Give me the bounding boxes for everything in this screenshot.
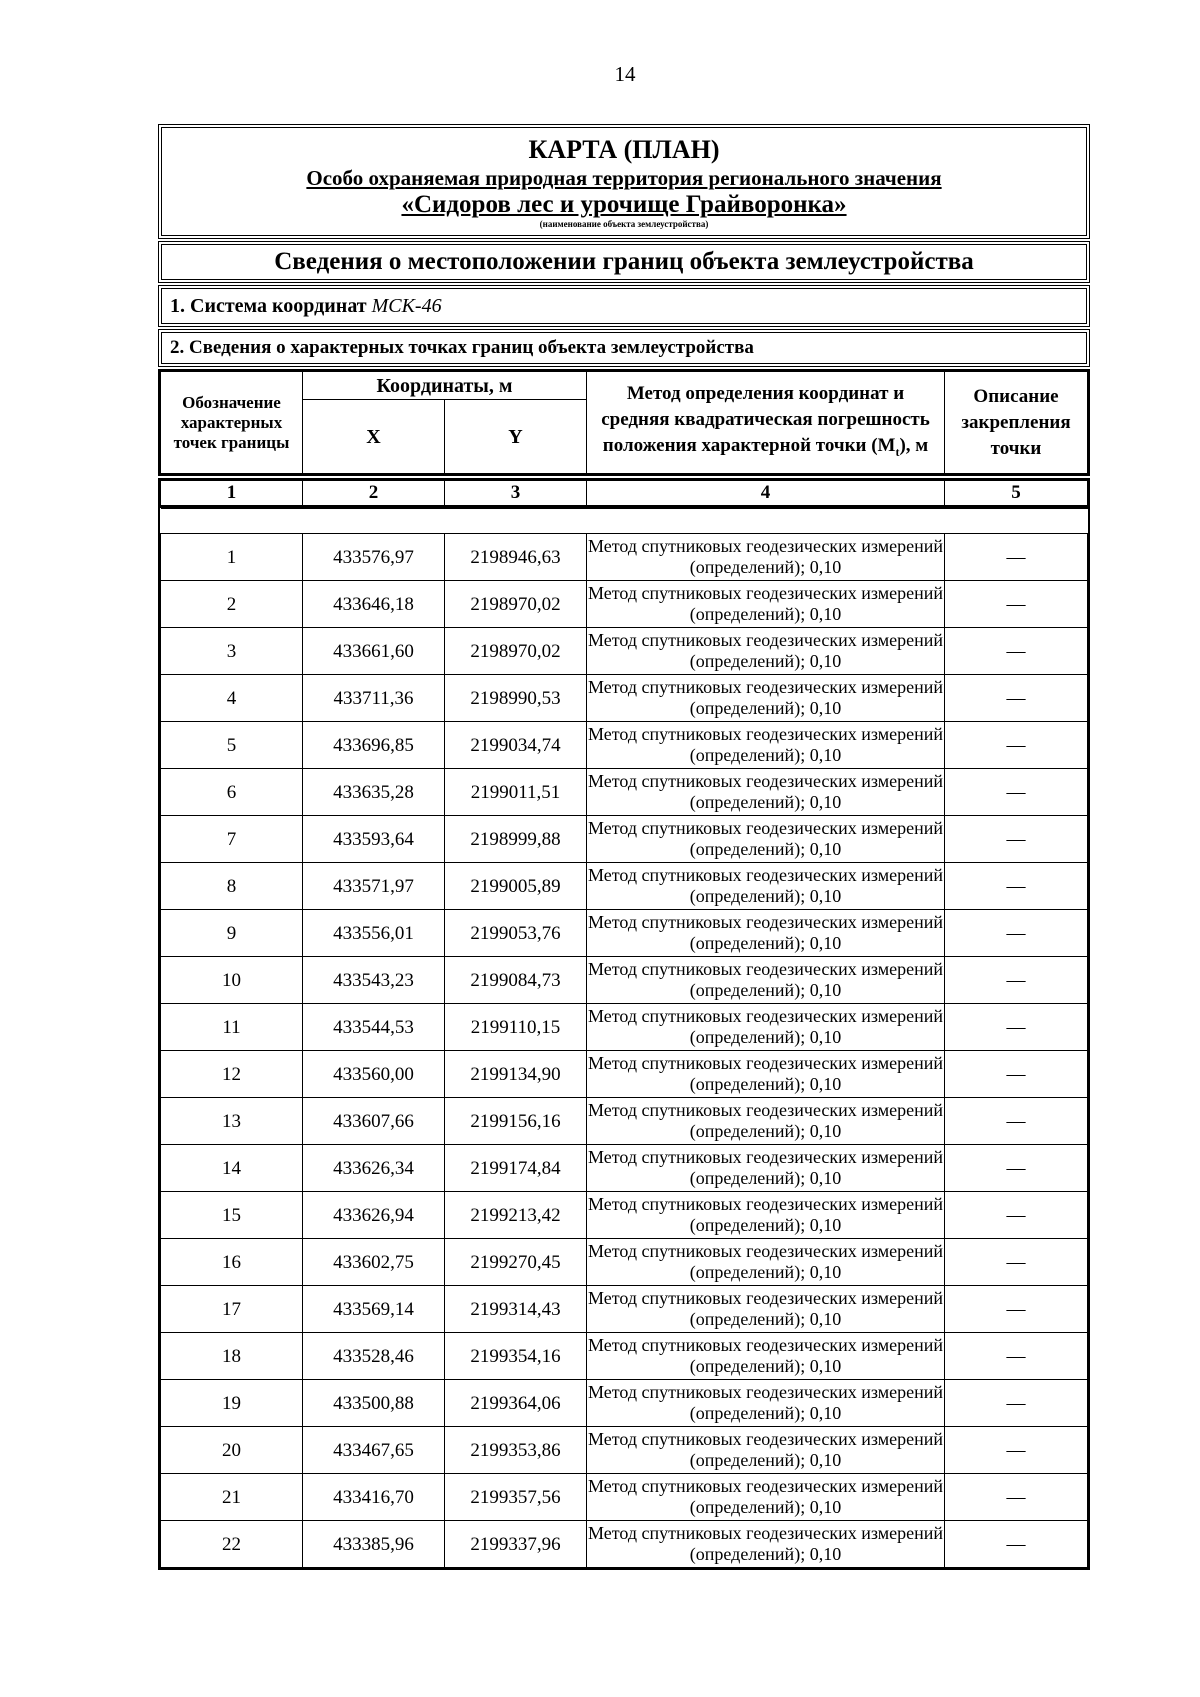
table-row [161, 675, 1088, 722]
fixation-description-cell: — [945, 1333, 1088, 1380]
x-coordinate-cell: 433556,01 [303, 910, 445, 957]
point-number-cell: 5 [161, 722, 303, 769]
fixation-description-cell: — [945, 1192, 1088, 1239]
method-cell: Метод спутниковых геодезических измерений (определений); 0,10 [587, 1098, 945, 1145]
x-coordinate-cell: 433626,34 [303, 1145, 445, 1192]
point-number-cell: 2 [161, 581, 303, 628]
table-row [161, 863, 1088, 910]
column-numbers-row [158, 478, 1090, 508]
fixation-description-cell: — [945, 1004, 1088, 1051]
page-number: 14 [614, 62, 636, 86]
y-coordinate-cell: 2199011,51 [445, 769, 587, 816]
table-row [161, 1192, 1088, 1239]
column-number-3: 3 [445, 481, 587, 506]
header-coordinates: Координаты, м [303, 372, 587, 400]
coord-system-row [158, 285, 1090, 327]
fixation-description-cell: — [945, 1474, 1088, 1521]
table-row [161, 816, 1088, 863]
point-number-cell: 18 [161, 1333, 303, 1380]
y-coordinate-cell: 2199353,86 [445, 1427, 587, 1474]
method-cell: Метод спутниковых геодезических измерений (определений); 0,10 [587, 863, 945, 910]
x-coordinate-cell: 433711,36 [303, 675, 445, 722]
point-number-cell: 22 [161, 1521, 303, 1568]
point-number-cell: 21 [161, 1474, 303, 1521]
point-number-cell: 19 [161, 1380, 303, 1427]
header-description: Описание закрепления точки [945, 372, 1088, 474]
x-coordinate-cell: 433528,46 [303, 1333, 445, 1380]
table-row [161, 1098, 1088, 1145]
column-number-2: 2 [303, 481, 445, 506]
points-section-title: 2. Сведения о характерных точках границ объекта землеустройства [158, 329, 1090, 367]
table-header [158, 369, 1090, 476]
point-number-cell: 9 [161, 910, 303, 957]
y-coordinate-cell: 2198990,53 [445, 675, 587, 722]
table-row [161, 769, 1088, 816]
x-coordinate-cell: 433569,14 [303, 1286, 445, 1333]
x-coordinate-cell: 433696,85 [303, 722, 445, 769]
header-method-text: Метод определения координат и средняя квадратическая погрешность положения характерной точки (M [601, 382, 930, 456]
point-number-cell: 12 [161, 1051, 303, 1098]
fixation-description-cell: — [945, 581, 1088, 628]
table-row [161, 1239, 1088, 1286]
point-number-cell: 16 [161, 1239, 303, 1286]
point-number-cell: 20 [161, 1427, 303, 1474]
document-title: КАРТА (ПЛАН) [528, 135, 720, 164]
fixation-description-cell: — [945, 1098, 1088, 1145]
object-name: «Сидоров лес и урочище Грайворонка» [401, 191, 847, 218]
table-row [161, 957, 1088, 1004]
spacer-cell [161, 509, 1088, 534]
point-number-cell: 17 [161, 1286, 303, 1333]
method-cell: Метод спутниковых геодезических измерений (определений); 0,10 [587, 1286, 945, 1333]
object-name-caption: (наименование объекта землеустройства) [539, 219, 709, 229]
y-coordinate-cell: 2199034,74 [445, 722, 587, 769]
fixation-description-cell: — [945, 1051, 1088, 1098]
x-coordinate-cell: 433593,64 [303, 816, 445, 863]
y-coordinate-cell: 2199053,76 [445, 910, 587, 957]
points-table-body [158, 508, 1090, 1570]
point-number-cell: 7 [161, 816, 303, 863]
table-row [161, 910, 1088, 957]
point-number-cell: 14 [161, 1145, 303, 1192]
y-coordinate-cell: 2198999,88 [445, 816, 587, 863]
y-coordinate-cell: 2199337,96 [445, 1521, 587, 1568]
table-row [161, 628, 1088, 675]
x-coordinate-cell: 433467,65 [303, 1427, 445, 1474]
table-row [161, 722, 1088, 769]
y-coordinate-cell: 2199314,43 [445, 1286, 587, 1333]
method-cell: Метод спутниковых геодезических измерений (определений); 0,10 [587, 1192, 945, 1239]
y-coordinate-cell: 2198970,02 [445, 628, 587, 675]
table-row [161, 1474, 1088, 1521]
column-number-4: 4 [587, 481, 945, 506]
method-cell: Метод спутниковых геодезических измерений (определений); 0,10 [587, 722, 945, 769]
x-coordinate-cell: 433385,96 [303, 1521, 445, 1568]
fixation-description-cell: — [945, 863, 1088, 910]
method-cell: Метод спутниковых геодезических измерений (определений); 0,10 [587, 910, 945, 957]
document-subtitle: Особо охраняемая природная территория регионального значения [306, 166, 942, 190]
method-cell: Метод спутниковых геодезических измерений (определений); 0,10 [587, 628, 945, 675]
fixation-description-cell: — [945, 1427, 1088, 1474]
x-coordinate-cell: 433576,97 [303, 534, 445, 581]
y-coordinate-cell: 2199357,56 [445, 1474, 587, 1521]
x-coordinate-cell: 433607,66 [303, 1098, 445, 1145]
point-number-cell: 1 [161, 534, 303, 581]
y-coordinate-cell: 2199354,16 [445, 1333, 587, 1380]
y-coordinate-cell: 2198946,63 [445, 534, 587, 581]
point-number-cell: 3 [161, 628, 303, 675]
title-block [158, 124, 1090, 239]
fixation-description-cell: — [945, 722, 1088, 769]
x-coordinate-cell: 433635,28 [303, 769, 445, 816]
table-row [161, 1145, 1088, 1192]
table-row [161, 1051, 1088, 1098]
header-y: Y [445, 400, 587, 474]
points-table [160, 508, 1088, 1568]
header-table [160, 371, 1088, 474]
document-frame [158, 124, 1090, 1570]
x-coordinate-cell: 433626,94 [303, 1192, 445, 1239]
fixation-description-cell: — [945, 957, 1088, 1004]
method-cell: Метод спутниковых геодезических измерений (определений); 0,10 [587, 1333, 945, 1380]
fixation-description-cell: — [945, 628, 1088, 675]
fixation-description-cell: — [945, 1145, 1088, 1192]
coord-system-value: МСК-46 [371, 295, 442, 317]
x-coordinate-cell: 433560,00 [303, 1051, 445, 1098]
table-row [161, 1333, 1088, 1380]
fixation-description-cell: — [945, 534, 1088, 581]
x-coordinate-cell: 433602,75 [303, 1239, 445, 1286]
point-number-cell: 15 [161, 1192, 303, 1239]
table-row [161, 1521, 1088, 1568]
x-coordinate-cell: 433544,53 [303, 1004, 445, 1051]
table-spacer-row [161, 509, 1088, 534]
table-row [161, 1004, 1088, 1051]
fixation-description-cell: — [945, 769, 1088, 816]
column-numbers-table [160, 480, 1088, 506]
x-coordinate-cell: 433571,97 [303, 863, 445, 910]
y-coordinate-cell: 2199174,84 [445, 1145, 587, 1192]
column-number-5: 5 [945, 481, 1088, 506]
point-number-cell: 4 [161, 675, 303, 722]
x-coordinate-cell: 433646,18 [303, 581, 445, 628]
method-cell: Метод спутниковых геодезических измерений (определений); 0,10 [587, 1474, 945, 1521]
method-cell: Метод спутниковых геодезических измерений (определений); 0,10 [587, 816, 945, 863]
x-coordinate-cell: 433416,70 [303, 1474, 445, 1521]
fixation-description-cell: — [945, 1286, 1088, 1333]
header-designation: Обозначение характерных точек границы [161, 372, 303, 474]
y-coordinate-cell: 2199156,16 [445, 1098, 587, 1145]
method-cell: Метод спутниковых геодезических измерений (определений); 0,10 [587, 675, 945, 722]
table-row [161, 1427, 1088, 1474]
y-coordinate-cell: 2199213,42 [445, 1192, 587, 1239]
header-x: X [303, 400, 445, 474]
header-method-tail: ), м [899, 434, 929, 456]
x-coordinate-cell: 433661,60 [303, 628, 445, 675]
table-row [161, 1380, 1088, 1427]
table-row [161, 1286, 1088, 1333]
y-coordinate-cell: 2199005,89 [445, 863, 587, 910]
point-number-cell: 11 [161, 1004, 303, 1051]
fixation-description-cell: — [945, 816, 1088, 863]
point-number-cell: 10 [161, 957, 303, 1004]
method-cell: Метод спутниковых геодезических измерений (определений); 0,10 [587, 1239, 945, 1286]
method-cell: Метод спутниковых геодезических измерений (определений); 0,10 [587, 1380, 945, 1427]
method-cell: Метод спутниковых геодезических измерений (определений); 0,10 [587, 1004, 945, 1051]
y-coordinate-cell: 2199134,90 [445, 1051, 587, 1098]
column-number-1: 1 [161, 481, 303, 506]
method-cell: Метод спутниковых геодезических измерений (определений); 0,10 [587, 769, 945, 816]
fixation-description-cell: — [945, 910, 1088, 957]
section-title: Сведения о местоположении границ объекта землеустройства [158, 241, 1090, 283]
y-coordinate-cell: 2198970,02 [445, 581, 587, 628]
coord-system-label: 1. Система координат [170, 295, 367, 317]
method-cell: Метод спутниковых геодезических измерений (определений); 0,10 [587, 1427, 945, 1474]
fixation-description-cell: — [945, 675, 1088, 722]
header-method-sub: t [895, 444, 900, 459]
header-method [587, 372, 945, 474]
y-coordinate-cell: 2199364,06 [445, 1380, 587, 1427]
method-cell: Метод спутниковых геодезических измерений (определений); 0,10 [587, 1051, 945, 1098]
fixation-description-cell: — [945, 1380, 1088, 1427]
point-number-cell: 13 [161, 1098, 303, 1145]
method-cell: Метод спутниковых геодезических измерений (определений); 0,10 [587, 534, 945, 581]
fixation-description-cell: — [945, 1521, 1088, 1568]
x-coordinate-cell: 433543,23 [303, 957, 445, 1004]
method-cell: Метод спутниковых геодезических измерений (определений); 0,10 [587, 957, 945, 1004]
y-coordinate-cell: 2199110,15 [445, 1004, 587, 1051]
method-cell: Метод спутниковых геодезических измерений (определений); 0,10 [587, 581, 945, 628]
point-number-cell: 8 [161, 863, 303, 910]
point-number-cell: 6 [161, 769, 303, 816]
table-row [161, 581, 1088, 628]
method-cell: Метод спутниковых геодезических измерений (определений); 0,10 [587, 1521, 945, 1568]
x-coordinate-cell: 433500,88 [303, 1380, 445, 1427]
fixation-description-cell: — [945, 1239, 1088, 1286]
y-coordinate-cell: 2199084,73 [445, 957, 587, 1004]
y-coordinate-cell: 2199270,45 [445, 1239, 587, 1286]
method-cell: Метод спутниковых геодезических измерений (определений); 0,10 [587, 1145, 945, 1192]
table-row [161, 534, 1088, 581]
